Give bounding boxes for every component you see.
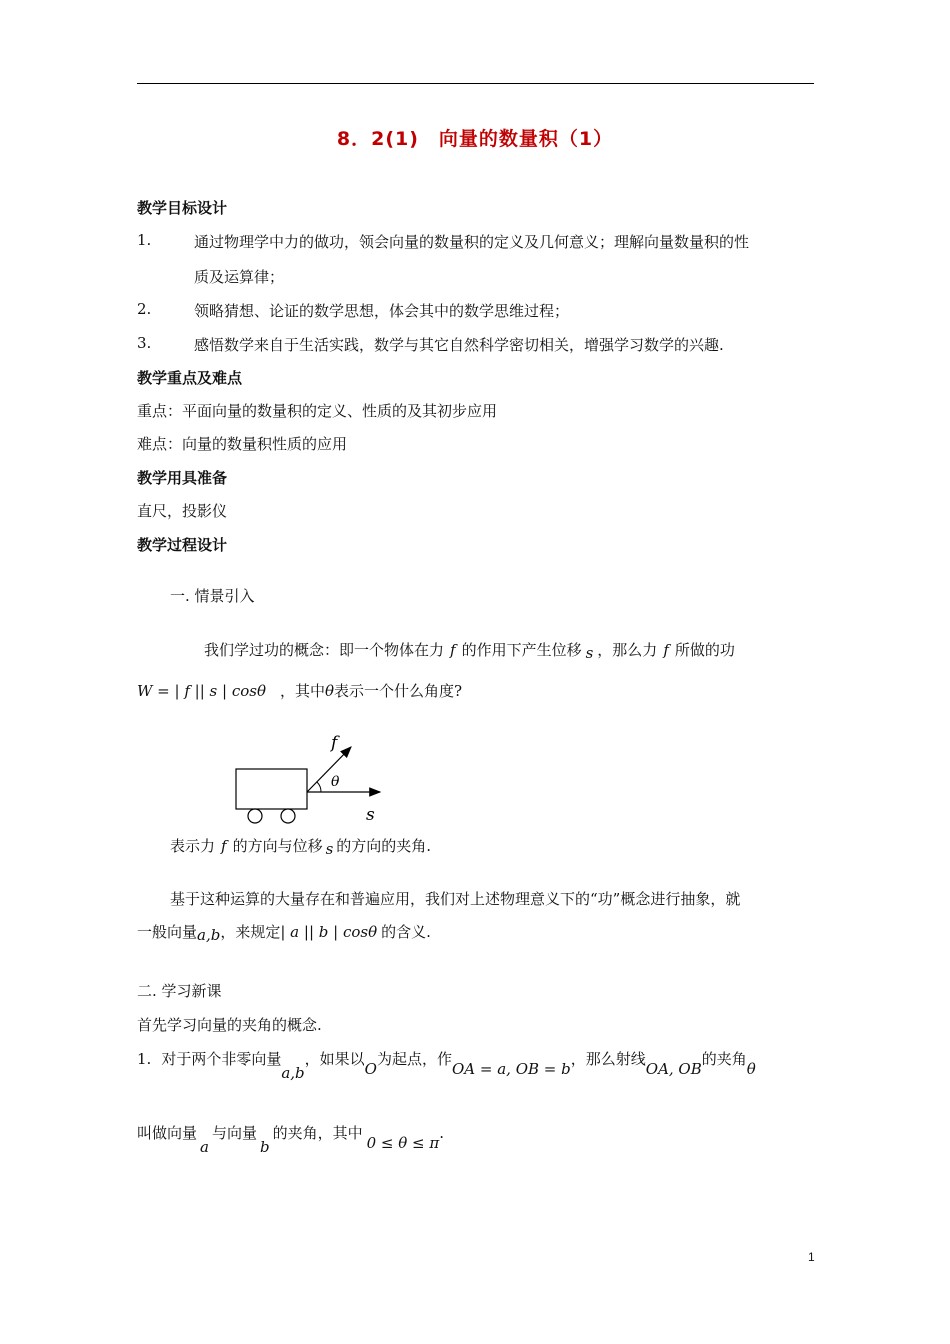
j-range: 0 ≤ θ ≤ π (366, 1134, 440, 1152)
diagram-label-s: s (366, 805, 375, 825)
p2-theta: θ (325, 682, 335, 700)
part1-heading: 一. 情景引入 (170, 587, 255, 605)
caption-var-s: s (325, 840, 334, 858)
header-rule (137, 83, 814, 84)
p1-text-a: 我们学过功的概念：即一个物体在力 (204, 641, 445, 659)
page-number: 1 (808, 1250, 815, 1264)
tools-text: 直尺，投影仪 (137, 502, 228, 520)
p3-text-a: 一般向量 (137, 923, 198, 941)
p3-expression: | a || b | cosθ (280, 923, 378, 941)
caption-text-b: 的方向与位移 (232, 837, 323, 855)
goal-1-line-2: 质及运算律； (194, 268, 285, 286)
j-vector-a: a (200, 1138, 209, 1156)
p3-text-b: ，来规定 (220, 923, 281, 941)
cart-wheel-left (248, 809, 262, 823)
part1-paragraph-line1 (204, 639, 735, 660)
i-rays: OA, OB (645, 1060, 702, 1078)
cart-body (236, 769, 307, 809)
part2-intro: 首先学习向量的夹角的概念. (137, 1016, 322, 1034)
part2-item-1-line2 (137, 1122, 445, 1156)
difficulty-point: 难点：向量的数量积性质的应用 (137, 435, 348, 453)
i-equations: OA = a, OB = b (452, 1060, 571, 1078)
key-point: 重点：平面向量的数量积的定义、性质的及其初步应用 (137, 402, 498, 420)
cart-wheel-right (281, 809, 295, 823)
work-formula: W = | f || s | cosθ (137, 682, 266, 700)
process-heading: 教学过程设计 (137, 536, 228, 554)
force-arrow (307, 747, 351, 792)
i-text-d: ，那么射线 (570, 1050, 646, 1068)
goals-heading: 教学目标设计 (137, 199, 228, 217)
j-text-d: . (439, 1124, 445, 1142)
i-text-c: 为起点，作 (376, 1050, 452, 1068)
part1-p3-line1: 基于这种运算的大量存在和普遍应用，我们对上述物理意义下的“功”概念进行抽象，就 (170, 890, 741, 908)
i-vectors: a,b (281, 1064, 305, 1082)
part2-item-1-line1 (137, 1048, 756, 1082)
p1-text-b: 的作用下产生位移 (461, 641, 582, 659)
diagram-label-theta: θ (331, 774, 340, 790)
i-text-e: 的夹角 (701, 1050, 747, 1068)
goal-3-text: 感悟数学来自于生活实践，数学与其它自然科学密切相关，增强学习数学的兴趣. (194, 336, 724, 354)
j-vector-b: b (259, 1138, 270, 1156)
p2-text-b: 表示一个什么角度? (334, 682, 463, 700)
caption-var-f: f (221, 837, 227, 855)
p1-var-f2: f (663, 641, 669, 659)
diagram-label-f: f (331, 733, 338, 753)
p1-text-d: 所做的功 (674, 641, 735, 659)
i-origin: O (364, 1060, 377, 1078)
i-theta: θ (746, 1060, 756, 1078)
angle-arc (317, 782, 321, 792)
p3-vectors: a,b (197, 926, 221, 944)
document-title: 8．2(1) 向量的数量积（1） (336, 128, 614, 150)
goal-2-number: 2. (137, 300, 152, 318)
part1-paragraph-line2 (137, 680, 462, 701)
p1-var-s: s (585, 644, 594, 662)
p1-text-c: ，那么力 (597, 641, 658, 659)
part2-heading: 二. 学习新课 (137, 982, 222, 1000)
diagram-caption (170, 835, 431, 856)
p3-text-c: 的含义. (381, 923, 431, 941)
p2-text-a: ，其中 (280, 682, 326, 700)
j-text-b: 与向量 (211, 1124, 257, 1142)
key-heading: 教学重点及难点 (137, 369, 243, 387)
goal-1-line-1: 通过物理学中力的做功，领会向量的数量积的定义及几何意义；理解向量数量积的性 (194, 233, 750, 251)
p1-var-f: f (450, 641, 456, 659)
j-text-a: 叫做向量 (137, 1124, 198, 1142)
goal-3-number: 3. (137, 334, 152, 352)
i-text-b: ，如果以 (304, 1050, 365, 1068)
tools-heading: 教学用具准备 (137, 469, 228, 487)
j-text-c: 的夹角，其中 (272, 1124, 363, 1142)
i-text-a: 对于两个非零向量 (161, 1050, 282, 1068)
goal-1-number: 1. (137, 231, 152, 249)
caption-text-c: 的方向的夹角. (336, 837, 432, 855)
goal-2-text: 领略猜想、论证的数学思想，体会其中的数学思维过程； (194, 302, 570, 320)
part1-p3-line2 (137, 921, 431, 942)
item-number: 1. (137, 1050, 152, 1068)
force-diagram (225, 728, 395, 828)
caption-text-a: 表示力 (170, 837, 216, 855)
